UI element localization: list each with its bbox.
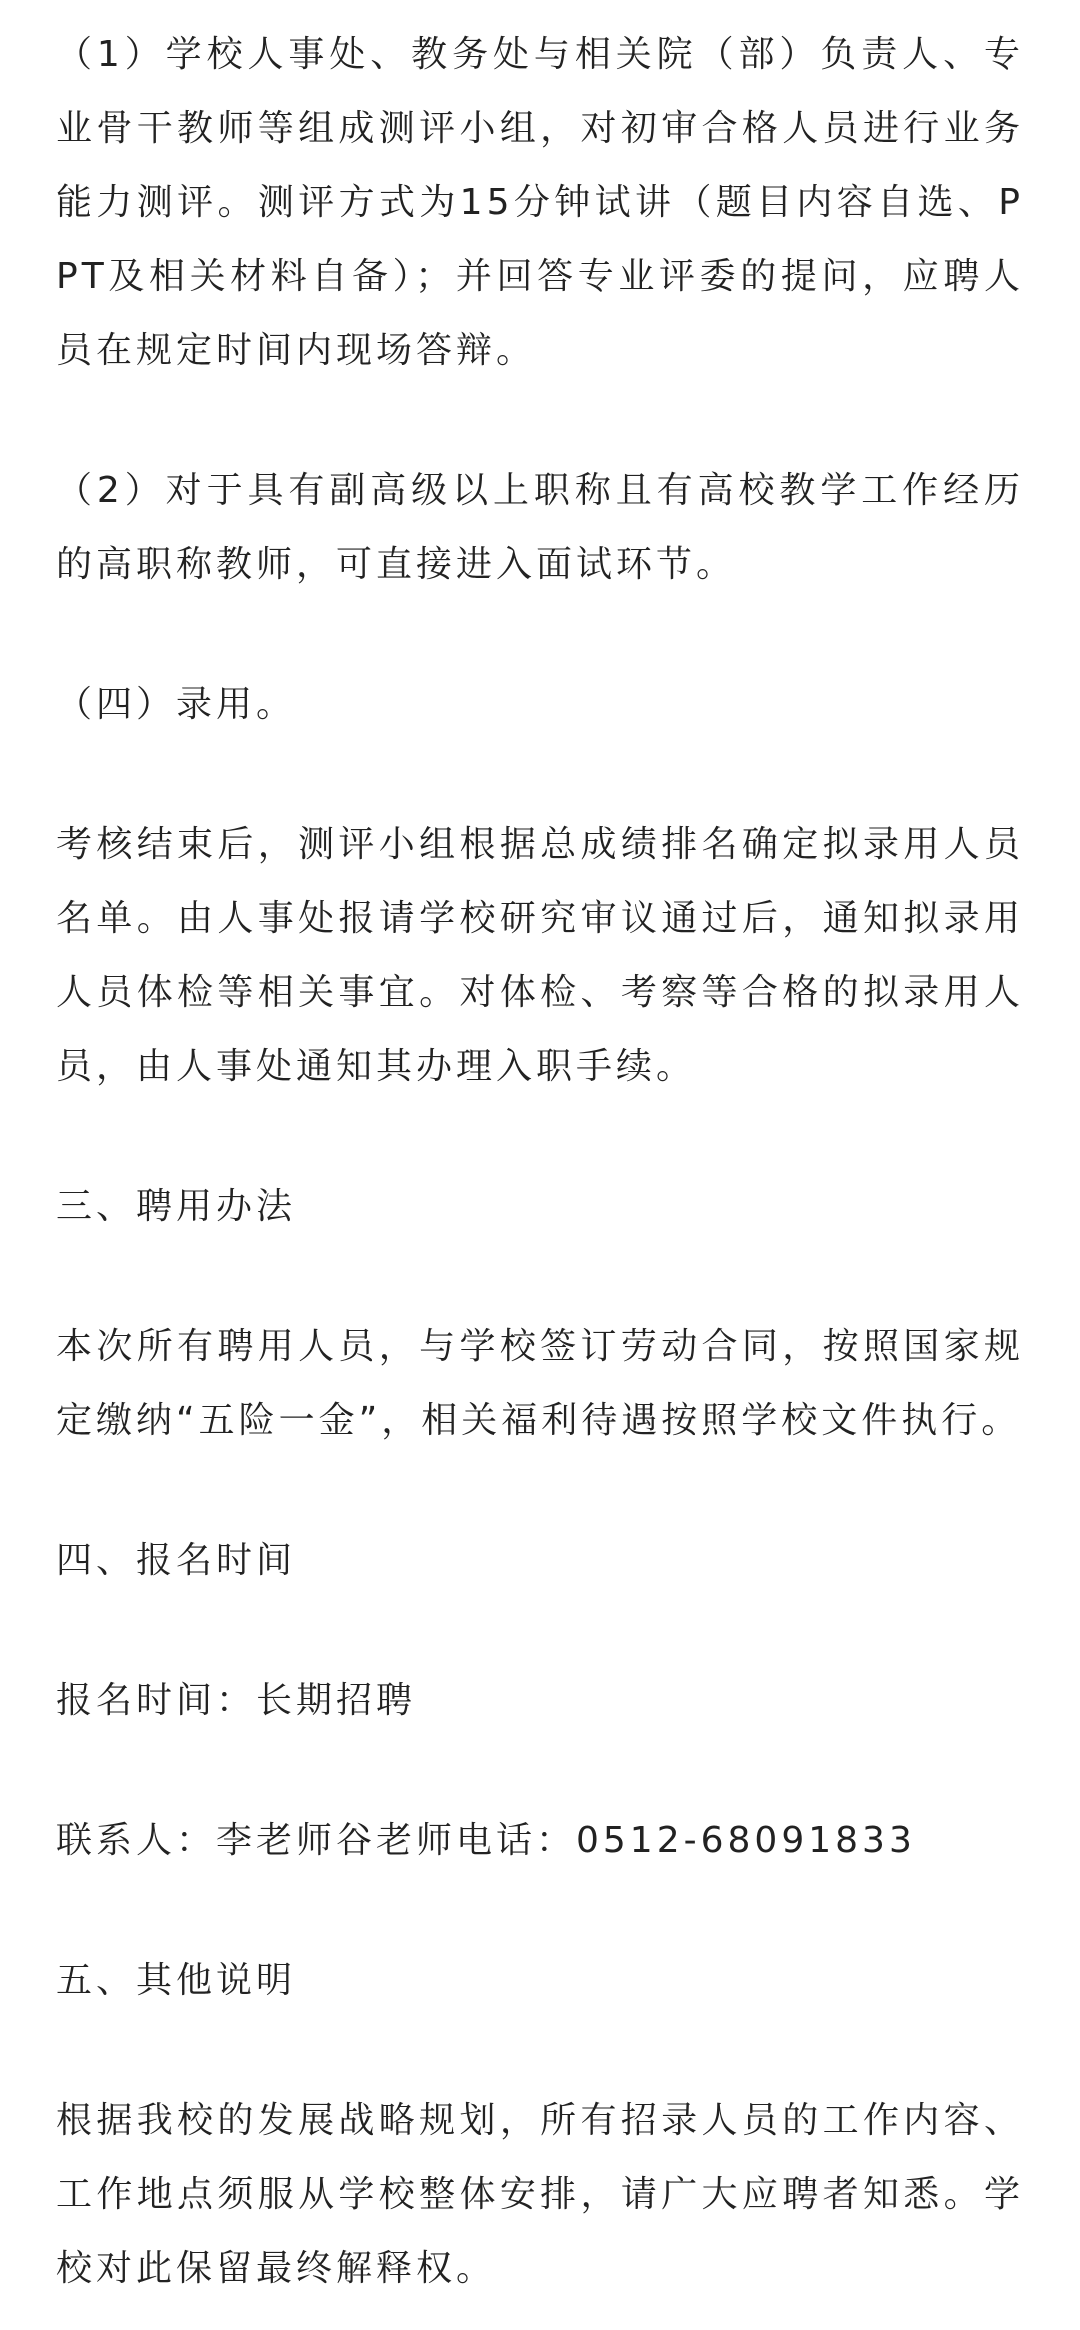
registration-time-heading: 四、报名时间: [56, 1540, 297, 1581]
evaluation-paragraph: （1）学校人事处、教务处与相关院（部）负责人、专业骨干教师等组成测评小组，对初审合格人员进行业务能力测评。测评方式为15分钟试讲（题目内容自选、PPT及相关材料自备）；并回答专业评委的提问，应聘人员在规定时间内现场答辩。: [56, 34, 1024, 371]
registration-time-text: 报名时间：长期招聘: [56, 1680, 417, 1721]
other-notes-paragraph: 根据我校的发展战略规划，所有招录人员的工作内容、工作地点须服从学校整体安排，请广大应聘者知悉。学校对此保留最终解释权。: [56, 2100, 1024, 2289]
contact-text: 联系人：李老师谷老师电话：0512-68091833: [56, 1820, 916, 1861]
hiring-subheading: （四）录用。: [56, 684, 297, 725]
employment-method-heading: 三、聘用办法: [56, 1186, 297, 1227]
employment-method-paragraph: 本次所有聘用人员，与学校签订劳动合同，按照国家规定缴纳“五险一金”，相关福利待遇按照学校文件执行。: [56, 1326, 1024, 1441]
hiring-paragraph: 考核结束后，测评小组根据总成绩排名确定拟录用人员名单。由人事处报请学校研究审议通过后，通知拟录用人员体检等相关事宜。对体检、考察等合格的拟录用人员，由人事处通知其办理入职手续。: [56, 824, 1024, 1087]
senior-title-paragraph: （2）对于具有副高级以上职称且有高校教学工作经历的高职称教师，可直接进入面试环节。: [56, 470, 1024, 585]
other-notes-heading: 五、其他说明: [56, 1960, 297, 2001]
